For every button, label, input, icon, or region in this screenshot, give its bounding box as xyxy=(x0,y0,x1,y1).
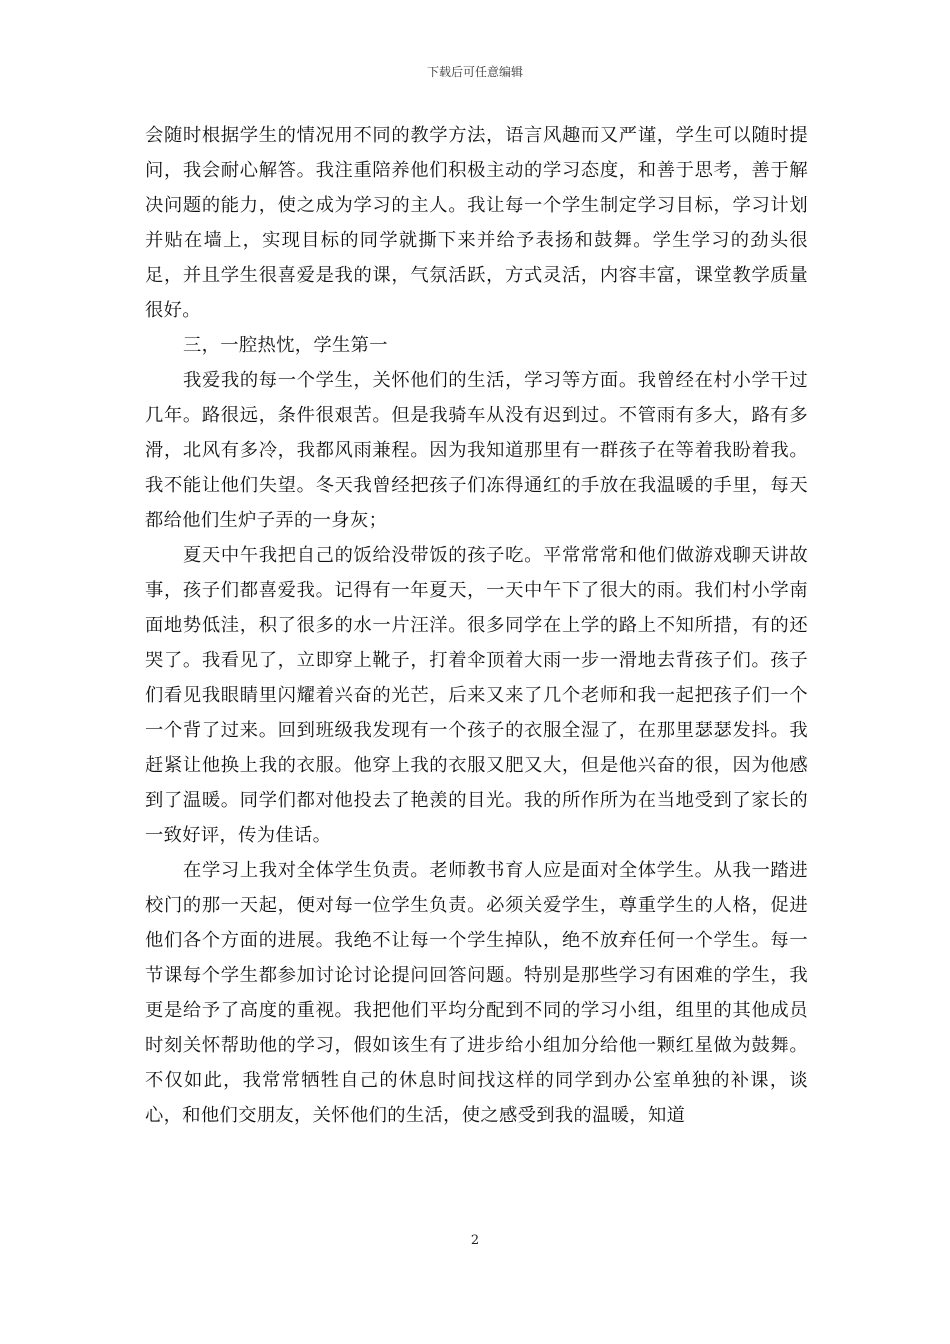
page-number: 2 xyxy=(470,1233,480,1248)
section-heading: 三，一腔热忱，学生第一 xyxy=(183,335,388,356)
page-header: 下载后可任意编辑 xyxy=(426,65,523,79)
paragraph-summer-rain: 夏天中午我把自己的饭给没带饭的孩子吃。平常常常和他们做游戏聊天讲故事，孩子们都喜爱我。记得有一年夏天，一天中午下了很大的雨。我们村小学南面地势低洼，积了很多的水一片汪洋。很多同学在上学的路上不知所措，有的还哭了。我看见了，立即穿上靴子，打着伞顶着大雨一步一滑地去背孩子们。孩子们看见我眼睛里闪耀着兴奋的光芒，后来又来了几个老师和我一起把孩子们一个一个背了过来。回到班级我发现有一个孩子的衣服全湿了，在那里瑟瑟发抖。我赶紧让他换上我的衣服。他穿上我的衣服又肥又大，但是他兴奋的很，因为他感到了温暖。同学们都对他投去了艳羡的目光。我的所作所为在当地受到了家长的一致好评，传为佳话。 xyxy=(145,545,808,846)
document-body xyxy=(145,118,808,1133)
paragraph-village-school: 我爱我的每一个学生，关怀他们的生活，学习等方面。我曾经在村小学干过几年。路很远，条件很艰苦。但是我骑车从没有迟到过。不管雨有多大，路有多滑，北风有多冷，我都风雨兼程。因为我知道那里有一群孩子在等着我盼着我。我不能让他们失望。冬天我曾经把孩子们冻得通红的手放在我温暖的手里，每天都给他们生炉子弄的一身灰； xyxy=(145,370,808,531)
paragraph-responsibility: 在学习上我对全体学生负责。老师教书育人应是面对全体学生。从我一踏进校门的那一天起，便对每一位学生负责。必须关爱学生，尊重学生的人格，促进他们各个方面的进展。我绝不让每一个学生掉队，绝不放弃任何一个学生。每一节课每个学生都参加讨论讨论提问回答问题。特别是那些学习有困难的学生，我更是给予了高度的重视。我把他们平均分配到不同的学习小组，组里的其他成员时刻关怀帮助他的学习，假如该生有了进步给小组加分给他一颗红星做为鼓舞。不仅如此，我常常牺牲自己的休息时间找这样的同学到办公室单独的补课，谈心，和他们交朋友，关怀他们的生活，使之感受到我的温暖，知道 xyxy=(145,860,808,1126)
paragraph-teaching-methods: 会随时根据学生的情况用不同的教学方法，语言风趣而又严谨，学生可以随时提问，我会耐心解答。我注重陪养他们积极主动的学习态度，和善于思考，善于解决问题的能力，使之成为学习的主人。我让每一个学生制定学习目标，学习计划并贴在墙上，实现目标的同学就撕下来并给予表扬和鼓舞。学生学习的劲头很足，并且学生很喜爱是我的课，气氛活跃，方式灵活，内容丰富，课堂教学质量很好。 xyxy=(145,125,808,321)
